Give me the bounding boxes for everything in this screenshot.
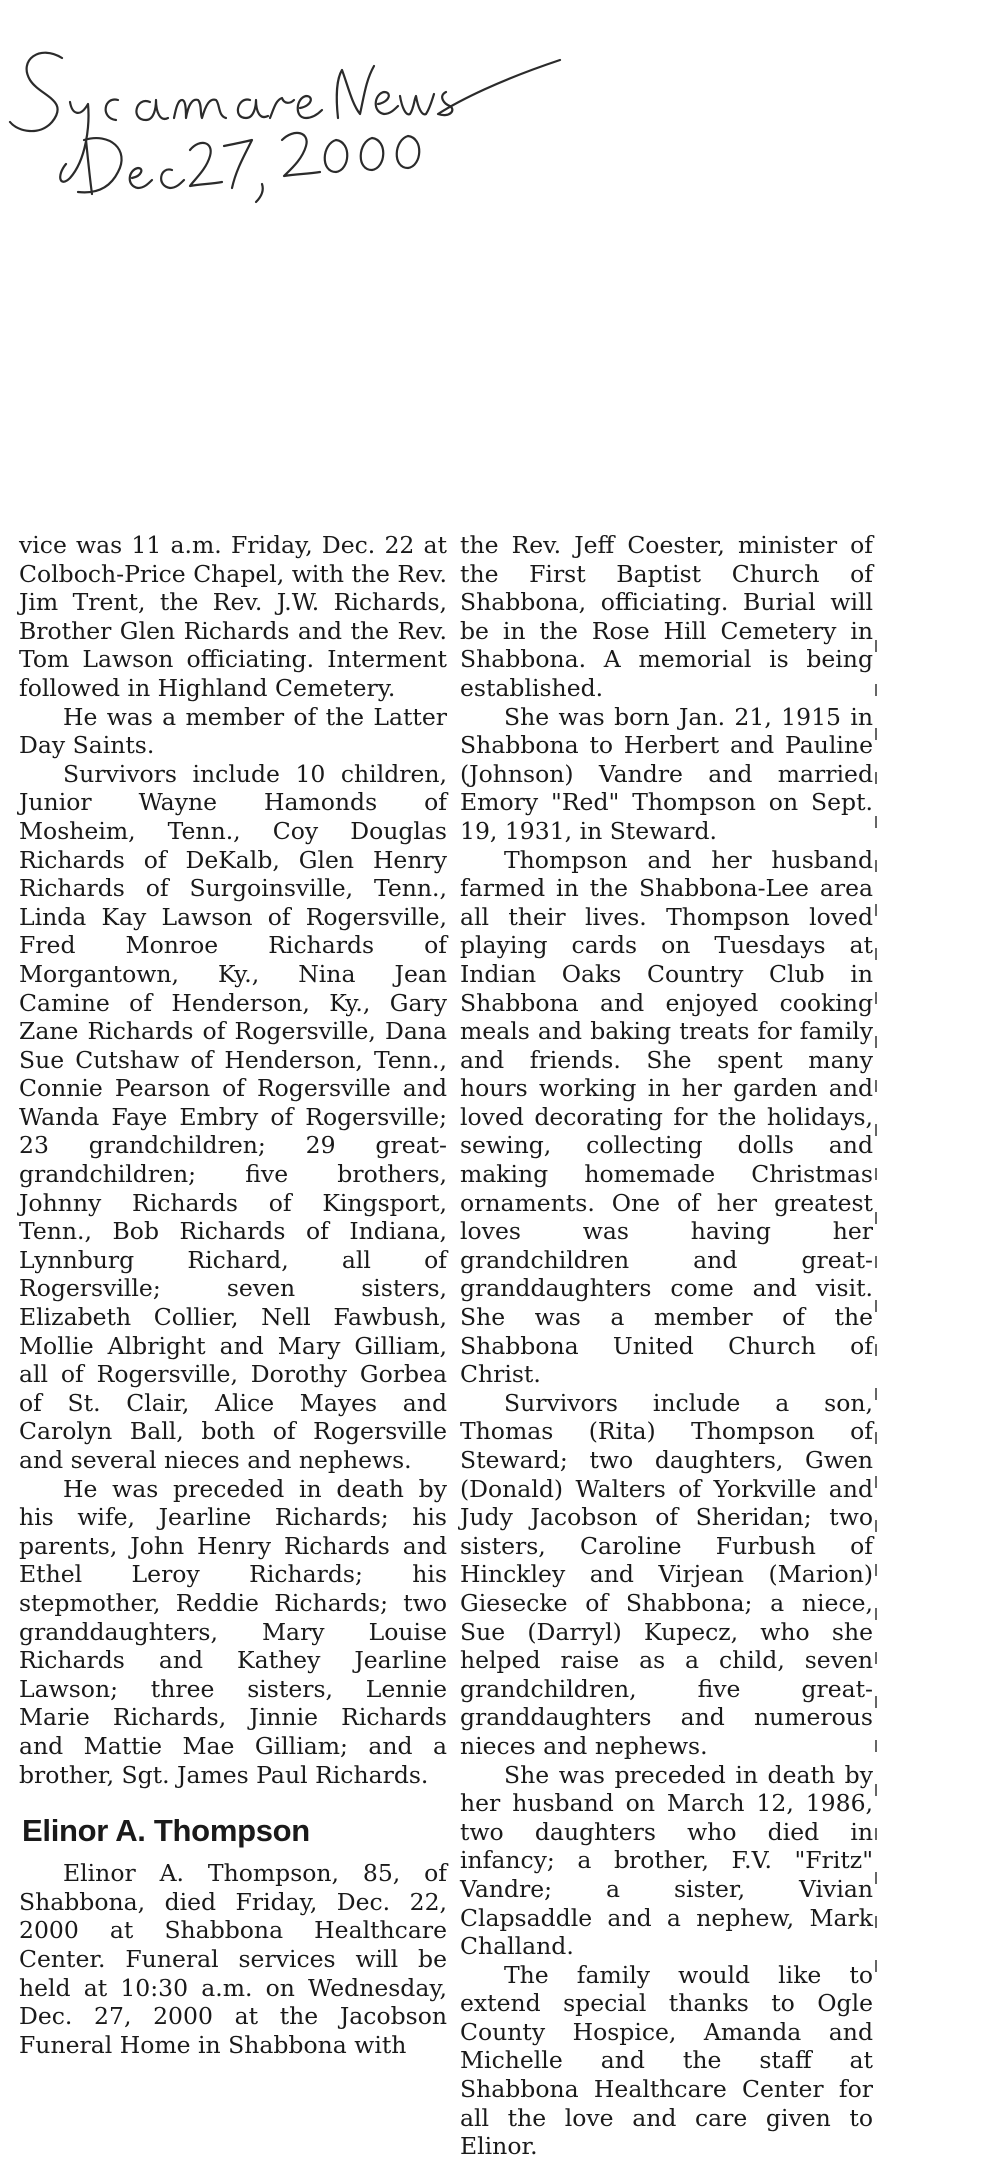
handwritten-note (0, 0, 600, 230)
clipping-cut-edge (875, 640, 877, 2000)
handwritten-signature-drawing (0, 0, 600, 230)
thompson-paragraph: the Rev. Jeff Coester, minister of the First Baptist Church of Shabbona, officiating. Burial will be in the Rose Hill Cemetery in Shabbona. A memorial is being established. (460, 531, 873, 702)
richards-paragraph: He was preceded in death by his wife, Jearline Richards; his parents, John Henry Richards and Ethel Leroy Richards; his stepmother, Reddie Richards; two granddaughters, Mary Louise Richards and Kathey Jearline Lawson; three sisters, Lennie Marie Richards, Jinnie Richards and Mattie Mae Gilliam; and a brother, Sgt. James Paul Richards. (19, 1474, 447, 1789)
thompson-paragraph: The family would like to extend special thanks to Ogle County Hospice, Amanda and Michelle and the staff at Shabbona Healthcare Center for all the love and care given to Elinor. (460, 1960, 873, 2161)
richards-paragraph: vice was 11 a.m. Friday, Dec. 22 at Colboch-Price Chapel, with the Rev. Jim Trent, the Rev. J.W. Richards, Brother Glen Richards and the Rev. Tom Lawson officiating. Interment followed in Highland Cemetery. (19, 531, 447, 702)
richards-paragraph: He was a member of the Latter Day Saints. (19, 702, 447, 760)
richards-paragraph: Survivors include 10 children, Junior Wayne Hamonds of Mosheim, Tenn., Coy Douglas Richards of DeKalb, Glen Henry Richards of Surgoinsville, Tenn., Linda Kay Lawson of Rogersville, Fred Monroe Richards of Morgantown, Ky., Nina Jean Camine of Henderson, Ky., Gary Zane Richards of Rogersville, Dana Sue Cutshaw of Henderson, Tenn., Connie Pearson of Rogersville and Wanda Faye Embry of Rogersville; 23 grandchildren; 29 great-grandchildren; five brothers, Johnny Richards of Kingsport, Tenn., Bob Richards of Indiana, Lynnburg Richard, all of Rogersville; seven sisters, Elizabeth Collier, Nell Fawbush, Mollie Albright and Mary Gilliam, all of Rogersville, Dorothy Gorbea of St. Clair, Alice Mayes and Carolyn Ball, both of Rogersville and several nieces and nephews. (19, 759, 447, 1474)
thompson-paragraph: She was preceded in death by her husband on March 12, 1986, two daughters who died in infancy; a brother, F.V. "Fritz" Vandre; a sister, Vivian Clapsaddle and a nephew, Mark Challand. (460, 1760, 873, 1961)
left-column (19, 531, 447, 2059)
thompson-headline: Elinor A. Thompson (22, 1813, 310, 1849)
thompson-paragraph: Survivors include a son, Thomas (Rita) Thompson of Steward; two daughters, Gwen (Donald) Walters of Yorkville and Judy Jacobson of Sheridan; two sisters, Caroline Furbush of Hinckley and Virjean (Marion) Giesecke of Shabbona; a niece, Sue (Darryl) Kupecz, who she helped raise as a child, seven grandchildren, five great-granddaughters and numerous nieces and nephews. (460, 1388, 873, 1760)
thompson-paragraph: Elinor A. Thompson, 85, of Shabbona, died Friday, Dec. 22, 2000 at Shabbona Healthcare Center. Funeral services will be held at 10:30 a.m. on Wednesday, Dec. 27, 2000 at the Jacobson Funeral Home in Shabbona with (19, 1859, 447, 2059)
right-column (460, 531, 873, 2161)
thompson-paragraph: Thompson and her husband farmed in the Shabbona-Lee area all their lives. Thompson loved playing cards on Tuesdays at Indian Oaks Country Club in Shabbona and enjoyed cooking meals and baking treats for family and friends. She spent many hours working in her garden and loved decorating for the holidays, sewing, collecting dolls and making homemade Christmas ornaments. One of her greatest loves was having her grandchildren and great-granddaughters come and visit. She was a member of the Shabbona United Church of Christ. (460, 845, 873, 1389)
thompson-paragraph: She was born Jan. 21, 1915 in Shabbona to Herbert and Pauline (Johnson) Vandre and married Emory "Red" Thompson on Sept. 19, 1931, in Steward. (460, 702, 873, 845)
